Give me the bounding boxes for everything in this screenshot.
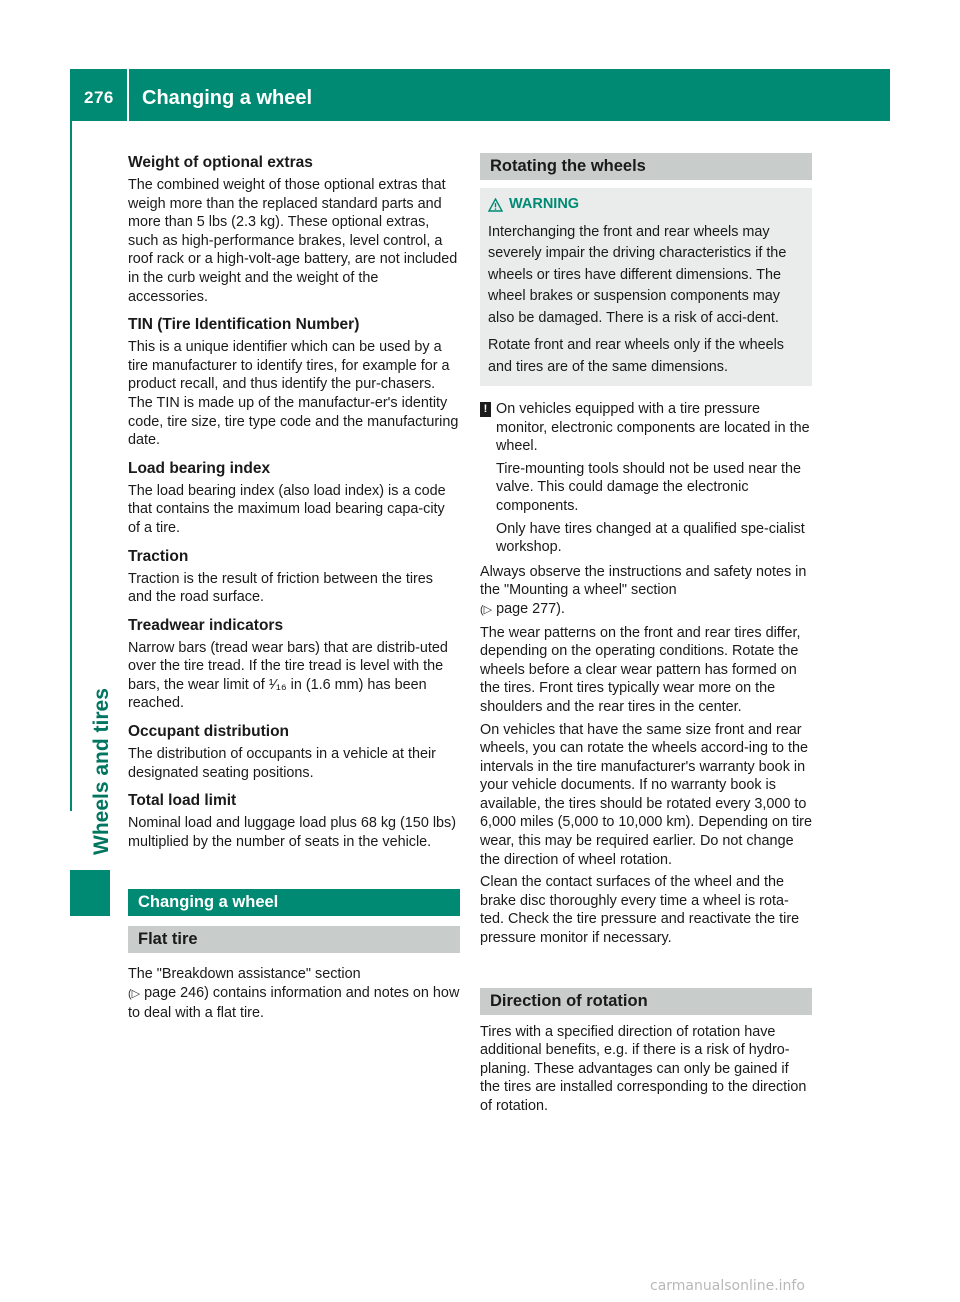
watermark: carmanualsonline.info [650, 1278, 805, 1294]
warning-header [488, 194, 804, 216]
text-flat-tire [128, 965, 460, 1022]
section-changing-a-wheel: Changing a wheel [128, 889, 460, 916]
heading-total-load-limit: Total load limit [128, 792, 237, 810]
text-direction-of-rotation: Tires with a specified direction of rotation have additional benefits, e.g. if there is a risk of hydro-planing. These advantages can only be gained if the tires are installed corresponding to the direction of rotation. [480, 1023, 807, 1114]
text-tin: This is a unique identifier which can be used by a tire manufacturer to identify tires, for example for a product recall, and thus identify the pur-chasers. The TIN is made up of the manufactur-er's identity code, tire size, tire type code and the manufacturing date. [128, 339, 459, 449]
note-block [480, 400, 812, 557]
side-tab-label: Wheels and tires [90, 688, 113, 855]
text-clean-contact-surfaces: Clean the contact surfaces of the wheel and the brake disc thoroughly every time a wheel is rota-ted. Check the tire pressure and reactivate the tire pressure monitor if necessary. [480, 874, 800, 947]
flat-text-b: page 246) contains information and notes on how to deal with a flat tire. [128, 985, 460, 1021]
mounting-text-a: Always observe the instructions and safety notes in the "Mounting a wheel" section [480, 563, 807, 599]
note-exclamation-icon: ! [480, 402, 491, 417]
text-traction: Traction is the result of friction between the tires and the road surface. [128, 570, 434, 606]
note-text-1: On vehicles equipped with a tire pressure monitor, electronic components are located in the wheel. [496, 401, 810, 455]
heading-traction: Traction [128, 547, 189, 565]
text-rotation-intervals: On vehicles that have the same size front and rear wheels, you can rotate the wheels accord-ing to the intervals in the tire manufacturer's warranty book in your vehicle documents. If no warranty book is available, the tires should be rotated every 3,000 to 6,000 miles (5,000 to 10,000 km). Depending on tire wear, this may be required earlier. Do not change the direction of wheel rotation. [480, 721, 812, 868]
heading-weight-optional-extras: Weight of optional extras [128, 154, 313, 171]
text-mounting-reference [480, 563, 812, 620]
side-tab-rule [70, 121, 72, 811]
warning-text-2: Rotate front and rear wheels only if the wheels and tires are of the same dimensions. [488, 337, 784, 375]
note-text-2: Tire-mounting tools should not be used near the valve. This could damage the electronic components. [496, 460, 802, 514]
heading-load-bearing-index: Load bearing index [128, 459, 271, 477]
flat-text-a: The "Breakdown assistance" section [128, 966, 361, 983]
heading-occupant-distribution: Occupant distribution [128, 723, 290, 741]
text-wear-patterns: The wear patterns on the front and rear tires differ, depending on the operating conditions. Rotate the wheels before a clear wear pattern has formed on the tires. Front tires typically wear more on the shoulders and the rear tires in the center. [480, 624, 801, 715]
right-column [480, 153, 812, 1125]
chapter-title: Changing a wheel [142, 87, 313, 109]
heading-tin: TIN (Tire Identification Number) [128, 316, 360, 334]
warning-label: WARNING [509, 196, 580, 212]
section-rotating-the-wheels: Rotating the wheels [480, 153, 812, 180]
text-weight-optional-extras: The combined weight of those optional extras that weigh more than the replaced standard parts and more than 5 lbs (2.3 kg). These optional extras, such as high-performance brakes, level control, a roof rack or a high-volt-age battery, are not included in the curb weight and the weight of the accessories. [128, 177, 458, 305]
text-treadwear-indicators [128, 639, 460, 713]
warning-triangle-icon [488, 198, 503, 212]
treadwear-text-a: Narrow bars (tread wear bars) that are distrib-uted over the tire tread. If the tire tread is level with the bars, the wear limit of [128, 639, 448, 693]
note-text-3: Only have tires changed at a qualified spe-cialist workshop. [496, 520, 805, 556]
section-flat-tire: Flat tire [128, 926, 460, 953]
mounting-text-b: page 277). [492, 600, 565, 617]
page-ref-arrow-icon: (▷ [480, 603, 493, 616]
left-column [128, 153, 460, 1031]
side-tab-block [70, 870, 110, 916]
page-number: 276 [84, 88, 114, 107]
text-occupant-distribution: The distribution of occupants in a vehicle at their designated seating positions. [128, 746, 436, 781]
header-divider [127, 69, 129, 121]
text-load-bearing-index: The load bearing index (also load index) is a code that contains the maximum load bearing capa-city of a tire. [128, 482, 446, 536]
page-ref-arrow-icon: (▷ [128, 988, 141, 1001]
heading-treadwear-indicators: Treadwear indicators [128, 616, 284, 634]
treadwear-text-b: in (1.6 mm) has been reached. [128, 676, 427, 712]
warning-box [480, 188, 812, 386]
text-total-load-limit: Nominal load and luggage load plus 68 kg (150 lbs) multiplied by the number of seats in the vehicle. [128, 815, 457, 850]
section-direction-of-rotation: Direction of rotation [480, 988, 812, 1015]
warning-text-1: Interchanging the front and rear wheels may severely impair the driving characteristics if the wheels or tires have different dimensions. The wheel brakes or suspension components may also be damaged. There is a risk of acci-dent. [488, 223, 787, 326]
treadwear-fraction: ¹⁄₁₆ [268, 676, 287, 693]
